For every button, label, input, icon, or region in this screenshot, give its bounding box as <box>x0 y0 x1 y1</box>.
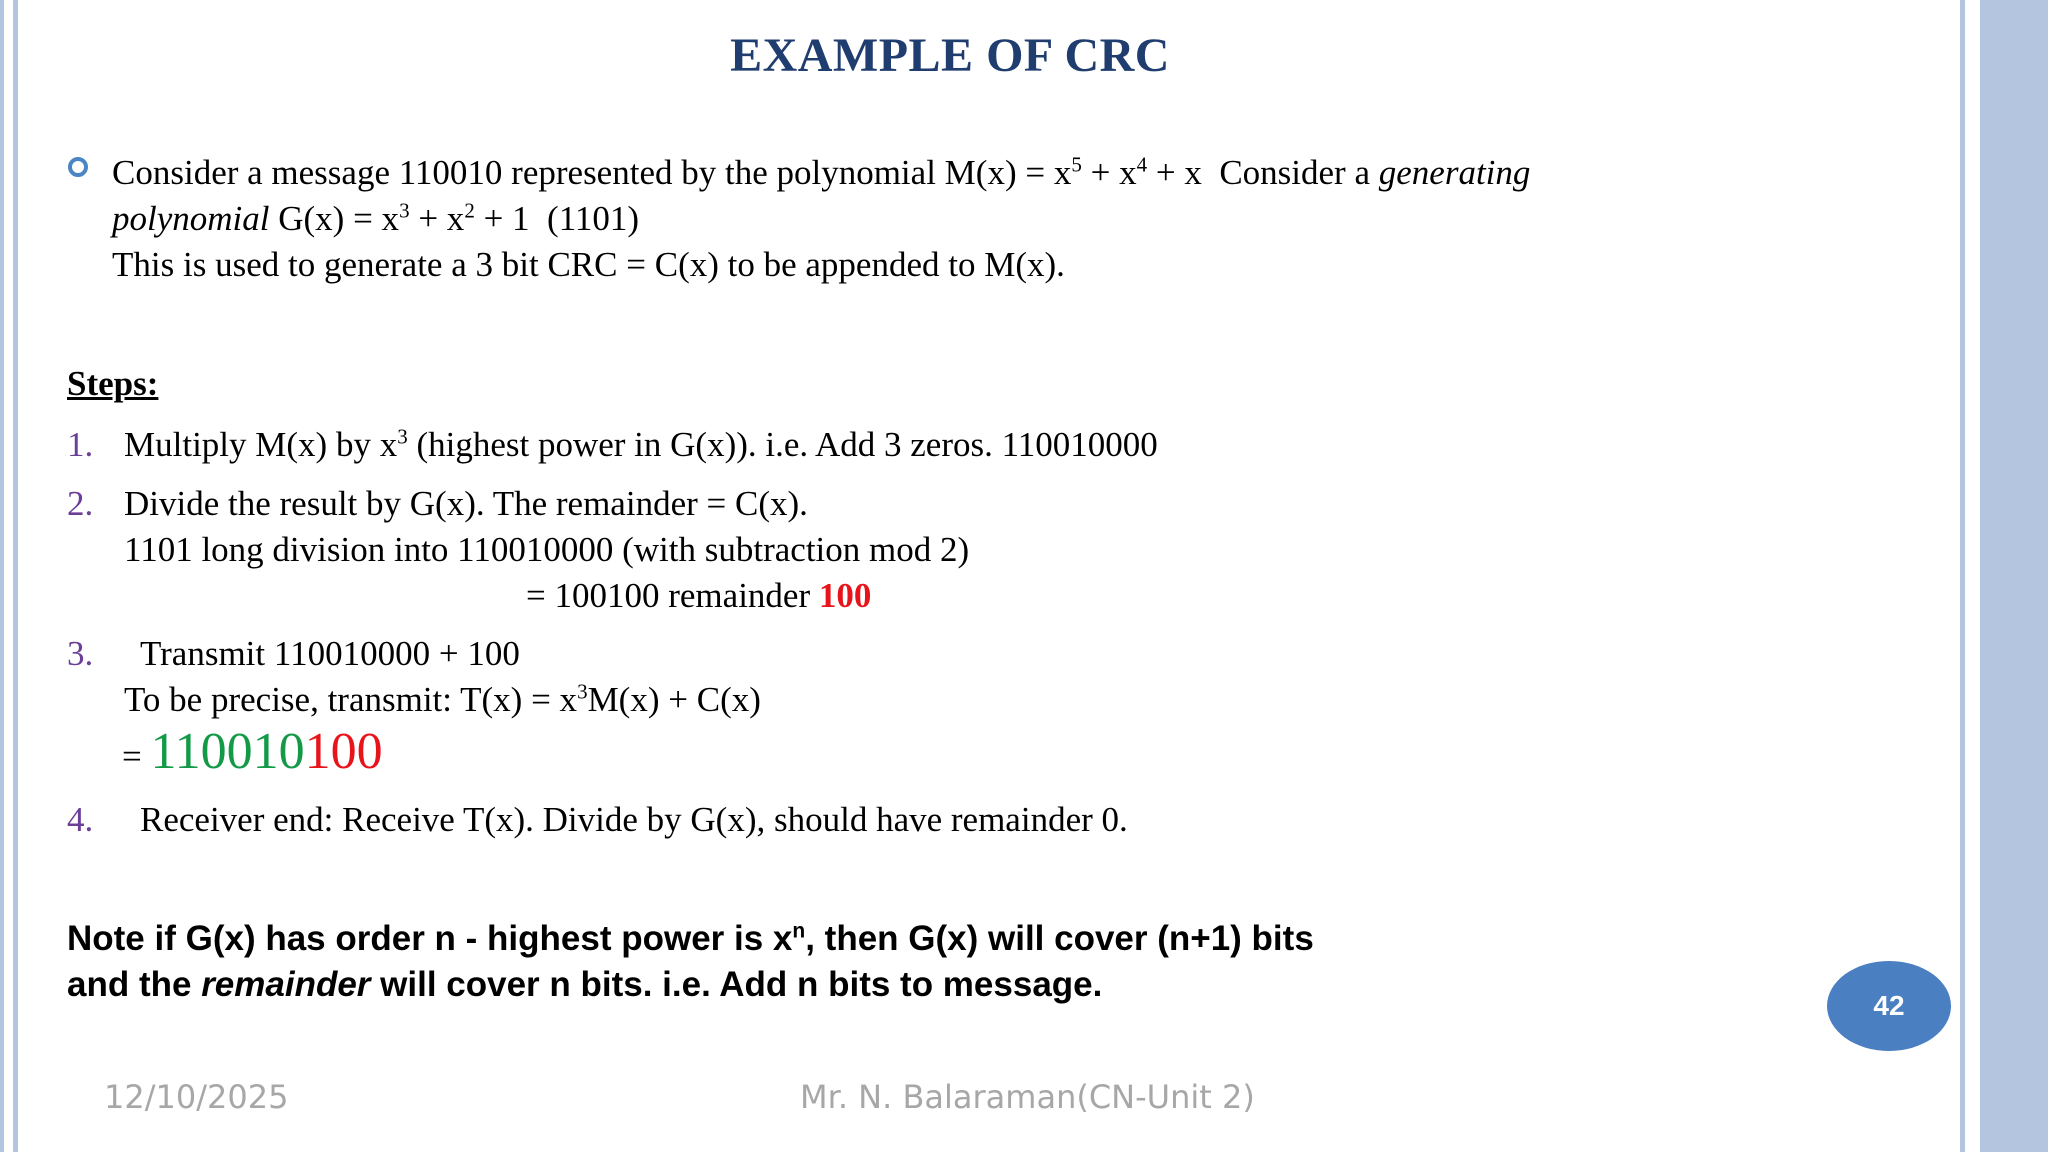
page-number-badge: 42 <box>1827 961 1951 1051</box>
frame-bar-left-outer <box>0 0 4 1152</box>
step-4-line-1: Receiver end: Receive T(x). Divide by G(x), should have remainder 0. <box>140 800 1128 839</box>
intro-text: + x <box>1081 153 1137 192</box>
intro-text: + x Consider a <box>1147 153 1379 192</box>
step-1-text <box>124 425 1158 465</box>
intro-line-3: This is used to generate a 3 bit CRC = C(x) to be appended to M(x). <box>112 245 1065 284</box>
superscript: 3 <box>397 424 408 449</box>
step-text: To be precise, transmit: T(x) = x <box>124 680 578 719</box>
step-2-line-2: 1101 long division into 110010000 (with subtraction mod 2) <box>124 530 970 569</box>
intro-line-1 <box>112 150 1712 196</box>
step-number-2: 2. <box>67 484 94 523</box>
step-number-4: 4. <box>67 800 94 839</box>
note-text: and the <box>67 965 202 1004</box>
superscript: 5 <box>1071 152 1082 177</box>
intro-italic: generating <box>1378 153 1531 192</box>
steps-heading: Steps: <box>67 364 159 403</box>
intro-line-2 <box>112 196 1712 242</box>
step-2-line-1: Divide the result by G(x). The remainder = C(x). <box>124 484 808 523</box>
step-text: = 100100 remainder <box>526 576 819 615</box>
step-number-3: 3. <box>67 634 94 673</box>
note-italic: remainder <box>201 965 371 1004</box>
bullet-circle-icon <box>68 157 88 177</box>
step-3-line-1: Transmit 110010000 + 100 <box>140 634 520 673</box>
message-bits: 110010 <box>150 723 305 780</box>
superscript: 3 <box>577 679 588 704</box>
step-2-line-3 <box>526 576 871 616</box>
remainder-value: 100 <box>818 576 872 615</box>
frame-bar-right-outer <box>1980 0 2048 1152</box>
slide-title: EXAMPLE OF CRC <box>730 29 1170 82</box>
note-paragraph <box>67 916 1314 1008</box>
intro-paragraph <box>112 150 1712 288</box>
intro-text: + x <box>409 199 465 238</box>
step-text: M(x) + C(x) <box>587 680 761 719</box>
note-line-2 <box>67 962 1314 1008</box>
note-text: Note if G(x) has order n - highest power is x <box>67 919 793 958</box>
step-text: (highest power in G(x)). i.e. Add 3 zeros. 110010000 <box>407 425 1158 464</box>
superscript: 4 <box>1136 152 1148 177</box>
frame-bar-right-inner <box>1960 0 1965 1152</box>
intro-text: + 1 (1101) <box>474 199 640 238</box>
footer-date: 12/10/2025 <box>104 1078 289 1116</box>
note-text: will cover n bits. i.e. Add n bits to message. <box>370 965 1103 1004</box>
equals-sign: = <box>122 737 151 776</box>
note-line-1 <box>67 916 1314 962</box>
intro-text: Consider a message 110010 represented by the polynomial M(x) = x <box>112 153 1072 192</box>
crc-bits: 100 <box>304 723 383 780</box>
step-number-1: 1. <box>67 425 94 464</box>
superscript: 3 <box>399 198 410 223</box>
intro-italic: polynomial <box>112 199 270 238</box>
step-text: Multiply M(x) by x <box>124 425 398 464</box>
superscript: 2 <box>464 198 475 223</box>
frame-bar-left-inner <box>13 0 18 1152</box>
transmitted-codeword <box>122 722 383 781</box>
note-text: , then G(x) will cover (n+1) bits <box>805 919 1314 958</box>
step-3-line-2 <box>124 680 761 720</box>
footer-author: Mr. N. Balaraman(CN-Unit 2) <box>800 1078 1255 1116</box>
superscript: n <box>792 919 806 943</box>
intro-text: G(x) = x <box>269 199 400 238</box>
